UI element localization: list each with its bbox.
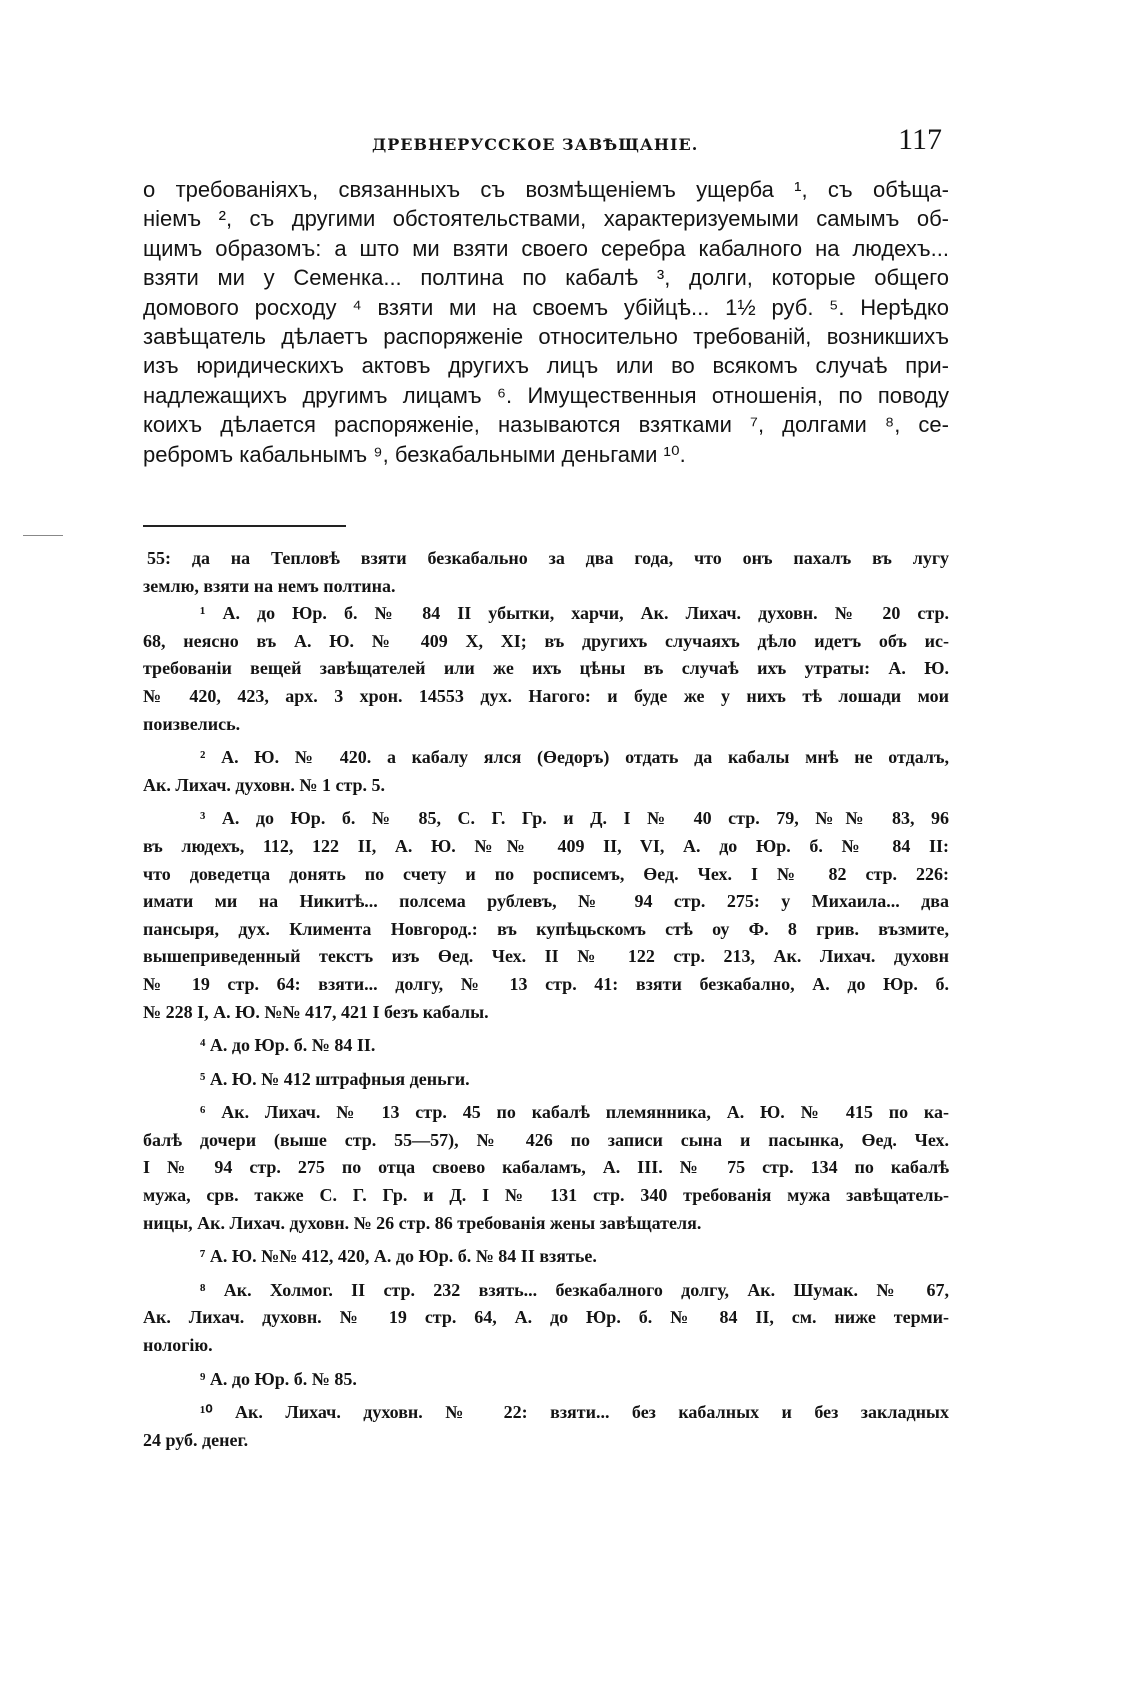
footnote-line: нологію. xyxy=(143,1335,213,1356)
footnote-line: I № 94 стр. 275 по отца своево кабаламъ, А. III. № 75 стр. 134 по кабалѣ xyxy=(143,1157,949,1178)
paragraph-line: щимъ образомъ: а што ми взяти своего серебра кабалного на людехъ... xyxy=(143,235,949,261)
footnote-line: 24 руб. денег. xyxy=(143,1429,249,1450)
footnote-fn-carryover xyxy=(143,545,949,600)
page-number: 117 xyxy=(898,123,942,156)
footnote-line: 55: да на Тепловѣ взяти безкабально за два года, что онъ пахалъ въ лугу xyxy=(147,548,949,568)
footnote-line: ⁶ Ак. Лихач. № 13 стр. 45 по кабалѣ племянника, А. Ю. № 415 по ка- xyxy=(200,1102,949,1123)
footnote-line: пансыря, дух. Климента Новгород.: въ купѣцьскомъ стѣ оу Ф. 8 грив. възмите, xyxy=(143,918,949,939)
footnote-fn-4 xyxy=(143,1032,949,1060)
footnote-line: ницы, Ак. Лихач. духовн. № 26 стр. 86 требованія жены завѣщателя. xyxy=(143,1212,702,1233)
footnote-line: № 228 I, А. Ю. №№ 417, 421 I безъ кабалы. xyxy=(143,1001,489,1022)
footnote-line: ⁴ А. до Юр. б. № 84 II. xyxy=(200,1035,376,1056)
footnote-line: ⁷ А. Ю. №№ 412, 420, А. до Юр. б. № 84 II взятье. xyxy=(200,1246,597,1267)
footnote-fn-6 xyxy=(143,1099,949,1237)
footnote-line: ³ А. до Юр. б. № 85, С. Г. Гр. и Д. I № 40 стр. 79, №№ 83, 96 xyxy=(200,808,949,829)
footnote-line: что доведетца донять по счету и по росписемъ, Өед. Чех. I № 82 стр. 226: xyxy=(143,863,949,884)
paragraph-line: завѣщатель дѣлаетъ распоряженіе относительно требованій, возникшихъ xyxy=(143,323,949,349)
paragraph-line: надлежащихъ другимъ лицамъ ⁶. Имущественныя отношенія, по поводу xyxy=(143,382,949,408)
footnote-line: 68, неясно въ А. Ю. № 409 X, XI; въ другихъ случаяхъ дѣло идетъ объ ис- xyxy=(143,630,949,651)
main-paragraph xyxy=(143,175,949,469)
footnote-fn-5 xyxy=(143,1066,949,1094)
footnote-line: № 420, 423, арх. 3 хрон. 14553 дух. Нагого: и буде же у нихъ тѣ лошади мои xyxy=(143,685,949,706)
footnote-line: Ак. Лихач. духовн. № 19 стр. 64, А. до Юр. б. № 84 II, см. ниже терми- xyxy=(143,1307,949,1328)
paragraph-line: домового росходу ⁴ взяти ми на своемъ убійцѣ... 1½ руб. ⁵. Нерѣдко xyxy=(143,294,949,320)
footnote-line: требованіи вещей завѣщателей или же ихъ цѣны въ случаѣ ихъ утраты: А. Ю. xyxy=(143,658,949,679)
paragraph-line: ребромъ кабальнымъ ⁹, безкабальными деньгами ¹⁰. xyxy=(143,441,686,467)
footnote-line: землю, взяти на немъ полтина. xyxy=(143,575,396,596)
footnote-fn-2 xyxy=(143,744,949,799)
paragraph-line: взяти ми у Семенка... полтина по кабалѣ ³, долги, которые общего xyxy=(143,265,949,291)
footnote-line: имати ми на Никитѣ... полсема рублевъ, № 94 стр. 275: у Михаила... два xyxy=(143,891,949,912)
paragraph-line: изъ юридическихъ актовъ другихъ лицъ или во всякомъ случаѣ при- xyxy=(143,353,949,379)
footnote-line: ² А. Ю. № 420. а кабалу ялся (Өедоръ) отдать да кабалы мнѣ не отдалъ, xyxy=(200,747,949,768)
footnote-line: мужа, срв. также С. Г. Гр. и Д. I № 131 стр. 340 требованія мужа завѣщатель- xyxy=(143,1185,949,1206)
footnote-line: № 19 стр. 64: взяти... долгу, № 13 стр. 41: взяти безкабално, А. до Юр. б. xyxy=(143,973,949,994)
footnote-line: ⁸ Ак. Холмог. II стр. 232 взять... безкабалного долгу, Ак. Шумак. № 67, xyxy=(200,1279,949,1300)
footnote-line: ¹⁰ Ак. Лихач. духовн. № 22: взяти... без кабалных и без закладных xyxy=(200,1402,949,1423)
paragraph-line: о требованіяхъ, связанныхъ съ возмѣщеніемъ ущерба ¹, съ обѣща- xyxy=(143,177,949,202)
footnote-line: вышеприведенный текстъ изъ Өед. Чех. II № 122 стр. 213, Ак. Лихач. духовн xyxy=(143,946,949,967)
running-header xyxy=(336,123,948,163)
footnote-line: ¹ А. до Юр. б. № 84 II убытки, харчи, Ак. Лихач. духовн. № 20 стр. xyxy=(200,603,949,624)
footnote-fn-7 xyxy=(143,1243,949,1271)
footnote-fn-9 xyxy=(143,1366,949,1394)
footnote-line: ⁹ А. до Юр. б. № 85. xyxy=(200,1368,357,1389)
paragraph-line: ніемъ ², съ другими обстоятельствами, характеризуемыми самымъ об- xyxy=(143,206,949,232)
footnote-line: въ людехъ, 112, 122 II, А. Ю. №№ 409 II, VI, А. до Юр. б. № 84 II: xyxy=(143,835,949,856)
footnote-fn-1 xyxy=(143,600,949,738)
footnotes-section xyxy=(143,545,949,1454)
footnote-separator-rule xyxy=(143,525,346,527)
footnote-line: поизвелись. xyxy=(143,713,241,734)
footnote-line: Ак. Лихач. духовн. № 1 стр. 5. xyxy=(143,774,386,795)
margin-mark xyxy=(23,535,63,536)
footnote-line: ⁵ А. Ю. № 412 штрафныя деньги. xyxy=(200,1068,470,1089)
paragraph-line: коихъ дѣлается распоряженіе, называются взятками ⁷, долгами ⁸, се- xyxy=(143,412,949,438)
running-head-title: ДРЕВНЕРУССКОЕ ЗАВѢЩАНІЕ. xyxy=(372,135,699,154)
footnote-line: балѣ дочери (выше стр. 55—57), № 426 по записи сына и пасынка, Өед. Чех. xyxy=(143,1129,949,1150)
footnote-fn-8 xyxy=(143,1277,949,1360)
footnote-fn-10 xyxy=(143,1399,949,1454)
footnote-fn-3 xyxy=(143,805,949,1026)
